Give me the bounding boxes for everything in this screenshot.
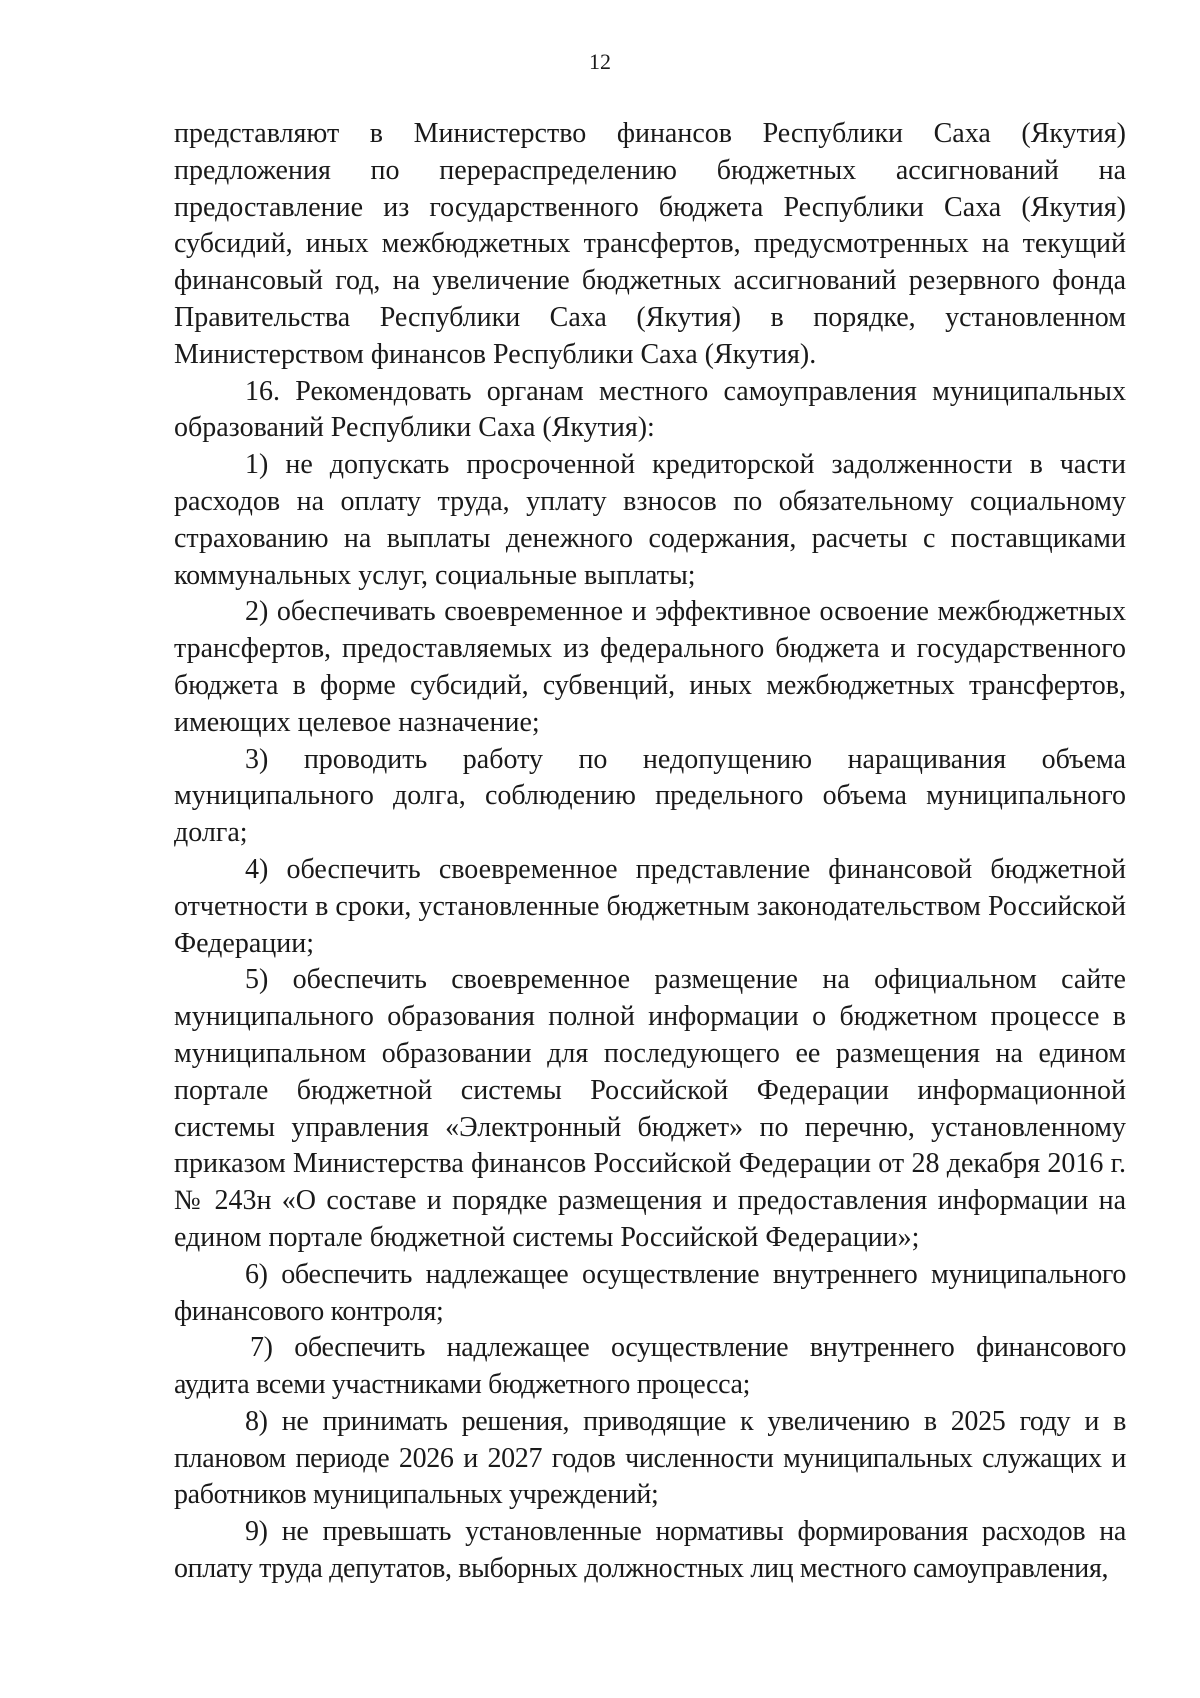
paragraph-subitem-4: 4) обеспечить своевременное представление финансовой бюджетной отчетности в сроки, установленные бюджетным законодательством Российской Федерации; [174, 853, 1126, 959]
paragraph-subitem-9: 9) не превышать установленные нормативы формирования расходов на оплату труда депутатов, выборных должностных лиц местного самоуправления, [174, 1516, 1126, 1585]
paragraph-subitem-3: 3) проводить работу по недопущению наращивания объема муниципального долга, соблюдению предельного объема муниципального долга; [174, 743, 1126, 849]
paragraph-subitem-7: 7) обеспечить надлежащее осуществление внутреннего финансового аудита всеми участниками бюджетного процесса; [174, 1332, 1126, 1401]
paragraph-subitem-1: 1) не допускать просроченной кредиторской задолженности в части расходов на оплату труда, уплату взносов по обязательному социальному страхованию на выплаты денежного содержания, расчеты с поставщиками коммунальных услуг, социальные выплаты; [174, 449, 1126, 591]
paragraph-subitem-2: 2) обеспечивать своевременное и эффективное освоение межбюджетных трансфертов, предоставляемых из федерального бюджета и государственного бюджета в форме субсидий, субвенций, иных межбюджетных трансфертов, имеющих целевое назначение; [174, 596, 1126, 738]
paragraph-continuation: представляют в Министерство финансов Республики Саха (Якутия) предложения по перераспределению бюджетных ассигнований на предоставление из государственного бюджета Республики Саха (Якутия) субсидий, иных межбюджетных трансфертов, предусмотренных на текущий финансовый год, на увеличение бюджетных ассигнований резервного фонда Правительства Республики Саха (Якутия) в порядке, установленном Министерством финансов Республики Саха (Якутия). [174, 118, 1126, 370]
document-body [174, 116, 1126, 1588]
paragraph-subitem-8: 8) не принимать решения, приводящие к увеличению в 2025 году и в плановом периоде 2026 и 2027 годов численности муниципальных служащих и работников муниципальных учреждений; [174, 1405, 1126, 1511]
page-number: 12 [589, 49, 611, 74]
paragraph-subitem-6: 6) обеспечить надлежащее осуществление внутреннего муниципального финансового контроля; [174, 1258, 1126, 1327]
paragraph-subitem-5: 5) обеспечить своевременное размещение на официальном сайте муниципального образования полной информации о бюджетном процессе в муниципальном образовании для последующего ее размещения на едином портале бюджетной системы Российской Федерации информационной системы управления «Электронный бюджет» по перечню, установленному приказом Министерства финансов Российской Федерации от 28 декабря 2016 г. № 243н «О составе и порядке размещения и предоставления информации на едином портале бюджетной системы Российской Федерации»; [174, 964, 1126, 1253]
paragraph-item-16: 16. Рекомендовать органам местного самоуправления муниципальных образований Республики Саха (Якутия): [174, 375, 1126, 444]
